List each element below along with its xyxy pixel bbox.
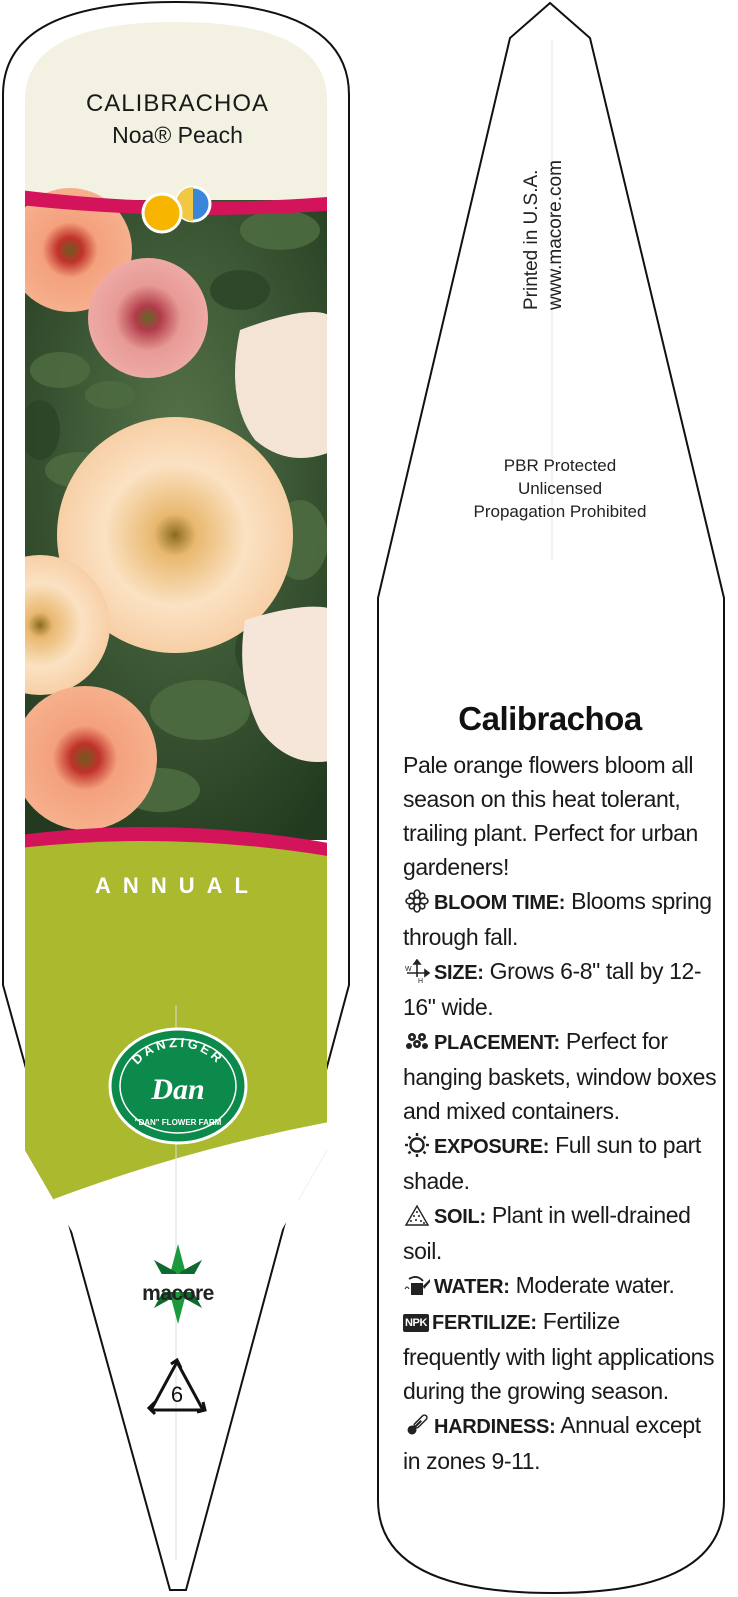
care-bloom-time: [403, 884, 718, 954]
front-title: CALIBRACHOA: [85, 90, 270, 117]
watering-can-icon: [403, 1273, 431, 1297]
printed-line: Printed in U.S.A.: [521, 169, 542, 310]
care-size: [403, 954, 718, 1024]
care-soil: [403, 1198, 718, 1268]
svg-text:H: H: [418, 978, 423, 983]
pbr-line-1: PBR Protected: [503, 456, 617, 475]
pbr-notice: [450, 454, 670, 523]
svg-text:W: W: [405, 966, 412, 973]
care-text: Perfect for hanging baskets, window boxes and mixed containers.: [403, 1028, 717, 1124]
care-text: Plant in well-drained soil.: [403, 1202, 691, 1264]
placement-icon: [403, 1029, 431, 1053]
care-label: FERTILIZE:: [432, 1312, 537, 1334]
category-label: ANNUAL: [95, 873, 260, 898]
recycle-number: 6: [170, 1382, 184, 1407]
thermometer-icon: [403, 1413, 431, 1437]
care-exposure: [403, 1128, 718, 1198]
logo-bottom-text: "DAN" FLOWER FARM: [134, 1118, 222, 1127]
logo-center-text: Dan: [151, 1073, 205, 1106]
care-label: WATER:: [434, 1276, 510, 1298]
care-label: HARDINESS:: [434, 1416, 556, 1438]
front-subtitle: Noa® Peach: [112, 122, 243, 148]
pbr-line-3: Propagation Prohibited: [473, 502, 647, 521]
care-text: Full sun to part shade.: [403, 1132, 701, 1194]
npk-icon: NPK: [403, 1314, 429, 1332]
sun-icon: [403, 1133, 431, 1157]
printed-info: [520, 110, 568, 310]
care-fertilize: [403, 1304, 718, 1408]
pbr-line-2: Unlicensed: [517, 479, 603, 498]
care-text: Annual except in zones 9-11.: [403, 1412, 701, 1474]
care-hardiness: [403, 1408, 718, 1478]
plant-description: Pale orange flowers bloom all season on this heat tolerant, trailing plant. Perfect for urban gardeners!: [403, 752, 698, 880]
back-title: Calibrachoa: [458, 700, 642, 737]
care-text: Blooms spring through fall.: [403, 888, 712, 950]
size-icon: [403, 959, 431, 983]
soil-icon: [403, 1203, 431, 1227]
care-label: BLOOM TIME:: [434, 892, 566, 914]
website-line: www.macore.com: [545, 160, 566, 310]
care-placement: [403, 1024, 718, 1128]
care-label: EXPOSURE:: [434, 1136, 550, 1158]
care-text: Moderate water.: [515, 1272, 675, 1298]
care-description: [403, 748, 718, 1478]
care-label: SIZE:: [434, 962, 484, 984]
logo-top-text: DANZIGER: [128, 1034, 228, 1068]
care-text: Grows 6-8" tall by 12-16" wide.: [403, 958, 702, 1020]
care-label: SOIL:: [434, 1206, 486, 1228]
flower-icon: [403, 889, 431, 913]
brand-name: macore: [142, 1282, 214, 1305]
care-label: PLACEMENT:: [434, 1032, 560, 1054]
care-text: Fertilize frequently with light applications during the growing season.: [403, 1308, 715, 1404]
care-water: [403, 1268, 718, 1304]
